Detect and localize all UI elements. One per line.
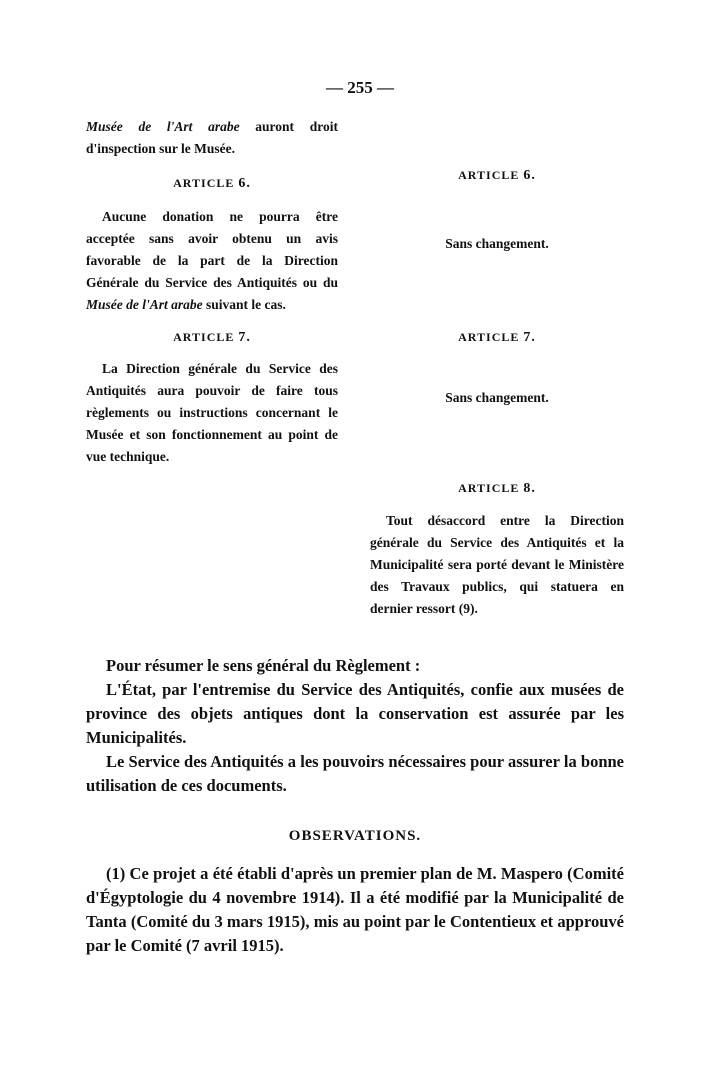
intro-rest: auront droit d'inspection sur le Musée.: [86, 119, 338, 156]
article-number: 6.: [238, 176, 251, 191]
article-label: ARTICLE: [458, 168, 520, 182]
article-number: 8.: [523, 481, 536, 496]
left-article-6-text: [86, 206, 338, 316]
summary-paragraph-1: L'État, par l'entremise du Service des Antiquités, confie aux musées de province des objets antiques dont la conservation est assurée par les Municipalités.: [86, 680, 624, 747]
article-label: ARTICLE: [458, 330, 520, 344]
right-article-7-heading: [370, 330, 624, 346]
article-7-text: La Direction générale du Service des Antiquités aura pouvoir de faire tous règlements ou instructions concernant le Musée et son fonctionnement au point de vue technique.: [86, 361, 338, 464]
right-article-7-text: Sans changement.: [445, 390, 549, 405]
article-6-text-b: suivant le cas.: [202, 297, 286, 312]
left-article-7-heading: [86, 330, 338, 346]
article-6-text-a: Aucune donation ne pourra être acceptée sans avoir obtenu un avis favorable de la part de la Direction Générale du Service des Antiquités ou du: [86, 209, 338, 290]
article-number: 7.: [238, 330, 251, 345]
left-article-6-heading: [86, 176, 338, 192]
summary-lead: Pour résumer le sens général du Règlement :: [106, 656, 421, 675]
observation-note-1: (1) Ce projet a été établi d'après un premier plan de M. Maspero (Comité d'Égyptologie du 4 novembre 1914). Il a été modifié par la Municipalité de Tanta (Comité du 3 mars 1915), mis au point par le Contentieux et approuvé par le Comité (7 avril 1915).: [86, 864, 624, 955]
observations-title: OBSERVATIONS.: [288, 828, 422, 844]
article-label: ARTICLE: [458, 481, 520, 495]
page-number: — 255 —: [326, 78, 394, 97]
left-article-7-text: [86, 358, 338, 468]
summary-paragraph-2: Le Service des Antiquités a les pouvoirs nécessaires pour assurer la bonne utilisation de ces documents.: [86, 752, 624, 795]
article-number: 7.: [523, 330, 536, 345]
article-number: 6.: [523, 168, 536, 183]
right-article-8-text: [370, 510, 624, 620]
left-intro-paragraph: [86, 116, 338, 160]
intro-museum-name: Musée de l'Art arabe: [86, 119, 240, 134]
article-6-museum-name: Musée de l'Art arabe: [86, 297, 203, 312]
article-label: ARTICLE: [173, 330, 235, 344]
right-article-6-heading: [370, 168, 624, 184]
article-8-text: Tout désaccord entre la Direction générale du Service des Antiquités et la Municipalité sera porté devant le Ministère des Travaux publics, qui statuera en dernier ressort (9).: [370, 513, 624, 616]
right-article-6-text: Sans changement.: [445, 236, 549, 251]
observations-notes: [86, 862, 624, 958]
summary-section: [86, 654, 624, 798]
right-article-8-heading: [370, 481, 624, 497]
article-label: ARTICLE: [173, 176, 235, 190]
